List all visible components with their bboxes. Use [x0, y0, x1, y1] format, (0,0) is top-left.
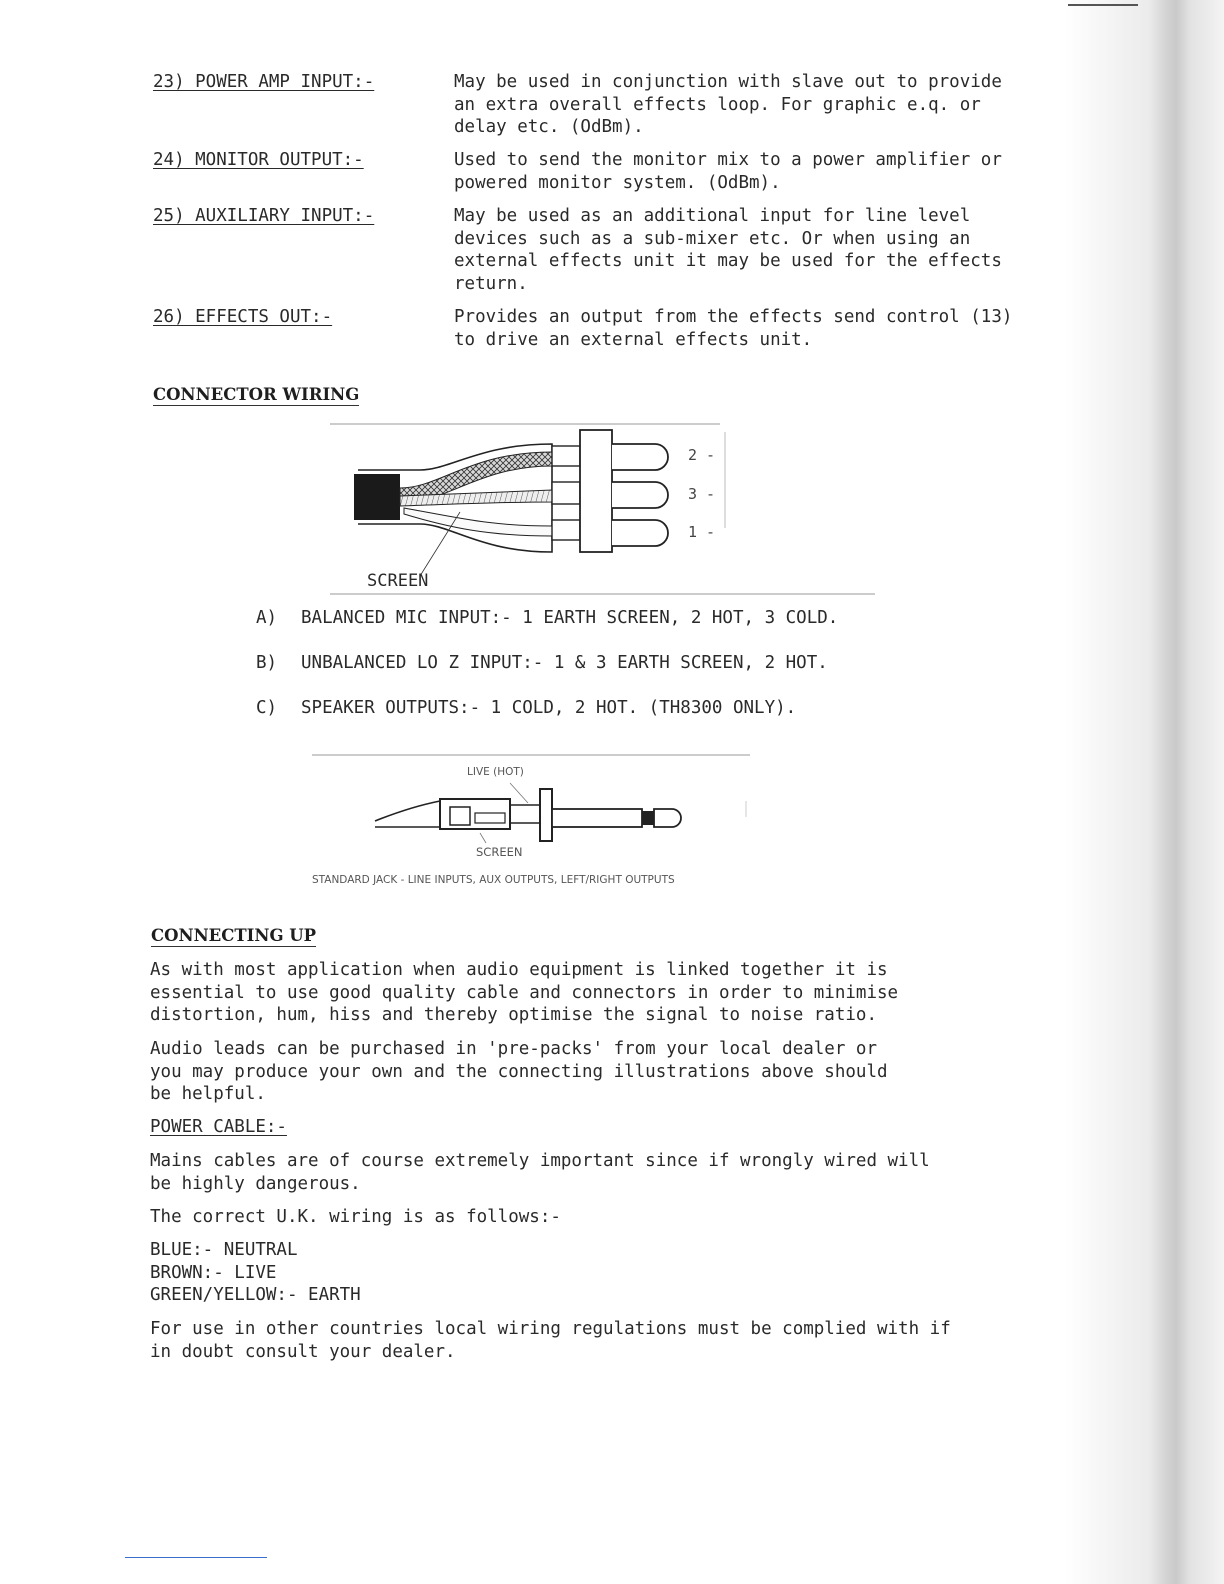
row-text: UNBALANCED LO Z INPUT:- 1 & 3 EARTH SCREEN, 2 HOT. [301, 653, 828, 673]
mains-cable-paragraph [150, 1150, 930, 1195]
connector-wiring-heading: CONNECTOR WIRING [153, 385, 360, 404]
paragraph-line: be helpful. [150, 1084, 266, 1104]
jack-live-label: LIVE (HOT) [467, 766, 524, 778]
item-term: 25) AUXILIARY INPUT:- [153, 206, 375, 226]
paragraph-line: in doubt consult your dealer. [150, 1341, 456, 1362]
description-line: devices such as a sub-mixer etc. Or when using an [454, 228, 971, 249]
item-term: 24) MONITOR OUTPUT:- [153, 150, 364, 170]
row-letter: B) [256, 653, 278, 673]
item-description [454, 306, 1012, 351]
paragraph-line: essential to use good quality cable and connectors in order to minimise [150, 982, 899, 1003]
page-edge-line [1068, 4, 1138, 6]
item-term: 26) EFFECTS OUT:- [153, 307, 333, 327]
item-description [454, 205, 1002, 295]
bottom-rule [125, 1557, 267, 1558]
description-line: to drive an external effects unit. [454, 329, 813, 350]
paragraph-line: As with most application when audio equipment is linked together it is [150, 960, 888, 980]
description-line: May be used in conjunction with slave out to provide [454, 72, 1002, 92]
xlr-connector-diagram [320, 418, 880, 603]
description-line: return. [454, 273, 528, 294]
description-line: powered monitor system. (OdBm). [454, 172, 781, 193]
paragraph-line: be highly dangerous. [150, 1173, 361, 1194]
pin-label: 2 - [688, 446, 716, 464]
description-line: an extra overall effects loop. For graphic e.q. or [454, 94, 981, 115]
power-cable-label-text: POWER CABLE:- [150, 1117, 287, 1137]
pin-label: 3 - [688, 485, 716, 503]
wiring-list-item: BLUE:- NEUTRAL [150, 1240, 298, 1260]
paragraph-line: Audio leads can be purchased in 'pre-packs' from your local dealer or [150, 1039, 877, 1059]
uk-wiring-intro [150, 1206, 561, 1229]
other-countries-paragraph [150, 1318, 951, 1363]
jack-caption: STANDARD JACK - LINE INPUTS, AUX OUTPUTS, LEFT/RIGHT OUTPUTS [312, 874, 675, 886]
paragraph-line: For use in other countries local wiring regulations must be complied with if [150, 1319, 951, 1339]
connecting-up-heading: CONNECTING UP [151, 926, 317, 945]
cable-jacket [354, 474, 400, 520]
uk-wiring-list [150, 1239, 361, 1307]
description-line: external effects unit it may be used for the effects [454, 251, 1002, 271]
paragraph-line: distortion, hum, hiss and thereby optimise the signal to noise ratio. [150, 1005, 877, 1025]
paragraph-line: The correct U.K. wiring is as follows:- [150, 1207, 561, 1227]
row-text: BALANCED MIC INPUT:- 1 EARTH SCREEN, 2 HOT, 3 COLD. [301, 608, 839, 628]
connecting-up-paragraph-1 [150, 959, 898, 1027]
description-line: May be used as an additional input for line level [454, 206, 971, 226]
row-letter: A) [256, 608, 278, 628]
jack-screen-label: SCREEN [476, 845, 523, 859]
pin-label: 1 - [688, 523, 716, 541]
item-term: 23) POWER AMP INPUT:- [153, 72, 375, 92]
connecting-up-paragraph-2 [150, 1038, 888, 1106]
page-edge-shadow [1064, 0, 1224, 1584]
description-line: Provides an output from the effects send control (13) [454, 307, 1013, 327]
power-cable-label [150, 1116, 287, 1139]
paragraph-line: Mains cables are of course extremely important since if wrongly wired will [150, 1151, 930, 1171]
item-description [454, 149, 1002, 194]
description-line: Used to send the monitor mix to a power amplifier or [454, 150, 1002, 170]
description-line: delay etc. (OdBm). [454, 117, 644, 137]
xlr-screen-label: SCREEN [367, 571, 429, 591]
wiring-list-item: GREEN/YELLOW:- EARTH [150, 1285, 361, 1305]
item-description [454, 71, 1002, 139]
wiring-list-item: BROWN:- LIVE [150, 1262, 277, 1283]
paragraph-line: you may produce your own and the connecting illustrations above should [150, 1061, 888, 1082]
standard-jack-diagram [300, 745, 760, 890]
row-letter: C) [256, 698, 278, 718]
row-text: SPEAKER OUTPUTS:- 1 COLD, 2 HOT. (TH8300 ONLY). [301, 698, 797, 718]
